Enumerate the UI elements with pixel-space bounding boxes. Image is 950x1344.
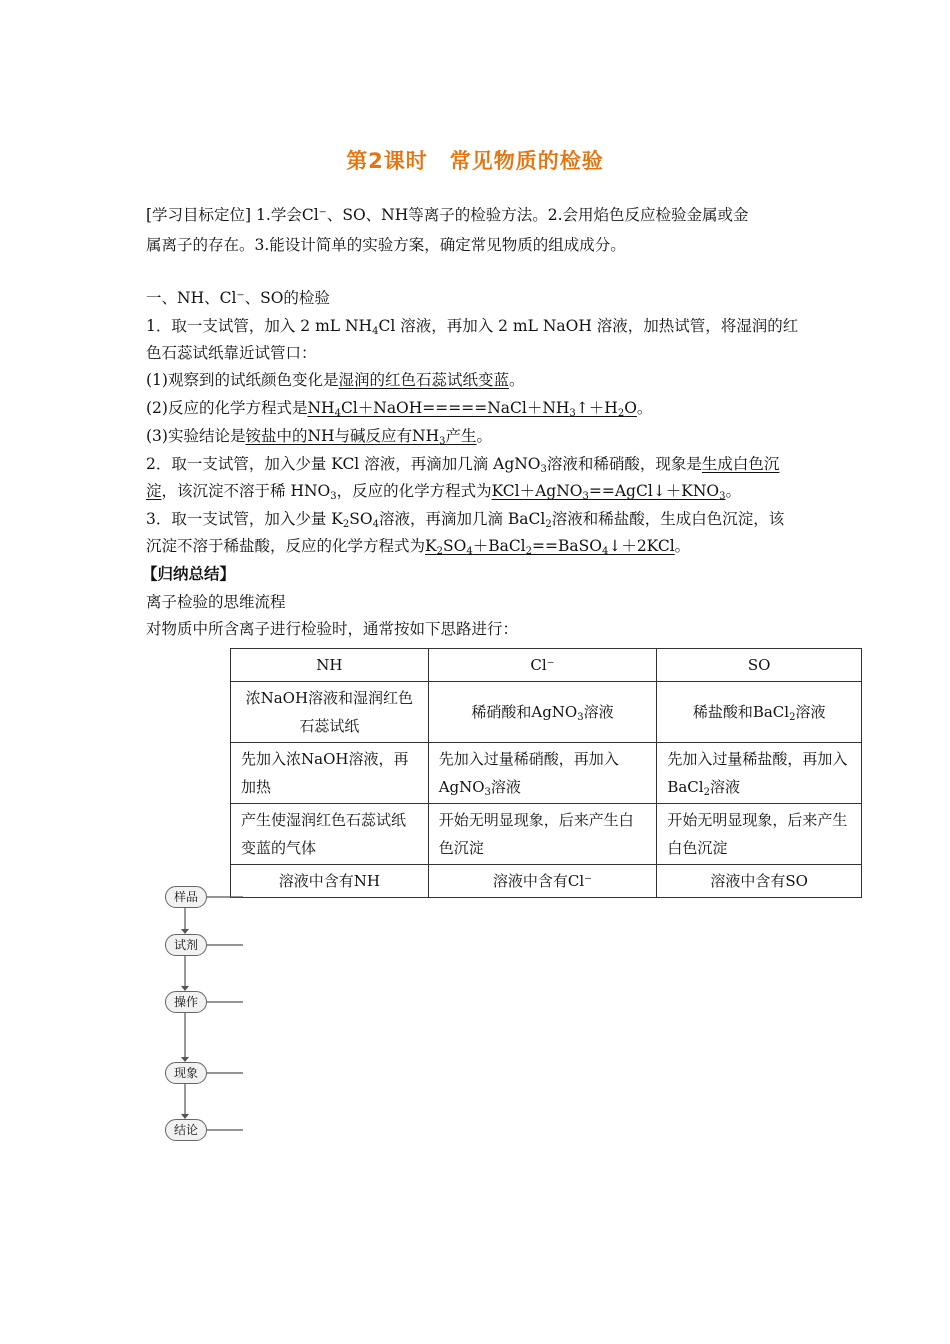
flow-node-reagent: 试剂	[165, 934, 207, 956]
text: 溶液	[583, 703, 614, 721]
text: (2)反应的化学方程式是	[146, 399, 308, 417]
text: ↑＋H	[575, 399, 618, 417]
goal-text-1: 1.学会Cl⁻、SO、NH等离子的检验方法。2.会用焰色反应检验金属或金	[256, 206, 749, 224]
text: ，反应的化学方程式为	[336, 482, 492, 500]
flow-node-phenomenon: 现象	[165, 1062, 207, 1084]
subscript: 2	[789, 712, 796, 723]
operation-ammonium: 先加入浓NaOH溶液，再加热	[231, 743, 429, 804]
subscript: 3	[330, 491, 337, 502]
text: O	[624, 399, 637, 417]
answer-4b: 淀	[146, 482, 162, 500]
reagent-ammonium: 浓NaOH溶液和湿润红色石蕊试纸	[231, 682, 429, 743]
text: 溶液和稀盐酸，生成白色沉淀，该	[551, 510, 785, 528]
subscript: 3	[719, 491, 726, 502]
text: 3．取一支试管，加入少量 K	[146, 510, 343, 528]
subscript: 3	[484, 787, 491, 798]
text: 稀盐酸和BaCl	[692, 703, 790, 721]
text: Cl 溶液，再加入 2 mL NaOH 溶液，加热试管，将湿润的红	[378, 317, 799, 335]
text: 。	[636, 399, 653, 417]
header-ammonium: NH	[231, 649, 429, 682]
text: ＋BaCl	[472, 537, 526, 555]
goal-line-2: 属离子的存在。3.能设计简单的实验方案，确定常见物质的组成成分。	[146, 236, 626, 254]
phenomenon-sulfate: 开始无明显现象，后来产生白色沉淀	[657, 804, 862, 865]
subscript: 3	[569, 408, 576, 419]
text: 沉淀不溶于稀盐酸，反应的化学方程式为	[146, 537, 426, 555]
conclusion-ammonium: 溶液中含有NH	[231, 865, 429, 898]
text: ==AgCl↓＋KNO	[588, 482, 720, 500]
subscript: 3	[577, 712, 584, 723]
text: 。	[508, 371, 525, 389]
text: (1)观察到的试纸颜色变化是	[146, 371, 339, 389]
subscript: 2	[617, 408, 625, 419]
subscript: 4	[372, 519, 379, 530]
text: 先加入过量稀硝酸，再加入AgNO	[438, 750, 619, 796]
flow-node-conclusion: 结论	[165, 1119, 207, 1141]
flow-node-operation: 操作	[165, 991, 207, 1013]
subscript: 4	[466, 546, 473, 557]
text: 2．取一支试管，加入少量 KCl 溶液，再滴加几滴 AgNO	[146, 455, 541, 473]
page-title: 第2课时 常见物质的检验	[346, 149, 604, 173]
text: SO	[442, 537, 467, 555]
text: KCl＋AgNO	[491, 482, 583, 500]
subscript: 3	[582, 491, 589, 502]
text: 。	[725, 482, 742, 500]
text: 溶液，再滴加几滴 BaCl	[378, 510, 546, 528]
text: ==BaSO	[532, 537, 602, 555]
text: Cl＋NaOH=====NaCl＋NH	[340, 399, 570, 417]
summary-label: 【归纳总结】	[142, 565, 236, 583]
section-heading: 一、NH、Cl⁻、SO的检验	[146, 289, 330, 307]
text: SO	[349, 510, 373, 528]
text: 先加入过量稀盐酸，再加入BaCl	[667, 750, 848, 796]
text: 产生	[445, 427, 477, 445]
conclusion-sulfate: 溶液中含有SO	[657, 865, 862, 898]
header-chloride: Cl⁻	[428, 649, 657, 682]
text: 。	[476, 427, 493, 445]
conclusion-chloride: 溶液中含有Cl⁻	[428, 865, 657, 898]
text: K	[425, 537, 437, 555]
subscript: 2	[342, 519, 350, 530]
answer-4a: 生成白色沉	[701, 455, 780, 473]
answer-1: 湿润的红色石蕊试纸变蓝	[338, 371, 509, 389]
subscript: 2	[703, 787, 710, 798]
text: 铵盐中的NH与碱反应有NH	[245, 427, 440, 445]
flow-node-sample: 样品	[165, 886, 207, 908]
text: NH	[307, 399, 335, 417]
goal-label: [学习目标定位]	[146, 206, 252, 224]
text: 溶液	[709, 778, 740, 796]
text: ↓＋2KCl	[608, 537, 675, 555]
subscript: 2	[525, 546, 533, 557]
subscript: 3	[439, 436, 446, 447]
subscript: 4	[334, 408, 341, 419]
summary-subtitle: 离子检验的思维流程	[146, 593, 286, 611]
text: (3)实验结论是	[146, 427, 246, 445]
text: 溶液	[490, 778, 521, 796]
text: 溶液	[795, 703, 826, 721]
header-sulfate: SO	[657, 649, 862, 682]
subscript: 3	[540, 464, 547, 475]
text: 溶液和稀硝酸，现象是	[546, 455, 702, 473]
text: ，该沉淀不溶于稀 HNO	[161, 482, 331, 500]
phenomenon-chloride: 开始无明显现象，后来产生白色沉淀	[428, 804, 657, 865]
subscript: 4	[372, 326, 379, 337]
phenomenon-ammonium: 产生使湿润红色石蕊试纸变蓝的气体	[231, 804, 429, 865]
subscript: 4	[601, 546, 609, 557]
subscript: 2	[545, 519, 552, 530]
paragraph-1-line-2: 色石蕊试纸靠近试管口：	[146, 344, 317, 362]
text: 1．取一支试管，加入 2 mL NH	[146, 317, 373, 335]
summary-intro: 对物质中所含离子进行检验时，通常按如下思路进行：	[146, 620, 519, 638]
text: 。	[674, 537, 691, 555]
text: 稀硝酸和AgNO	[471, 703, 578, 721]
subscript: 2	[436, 546, 443, 557]
